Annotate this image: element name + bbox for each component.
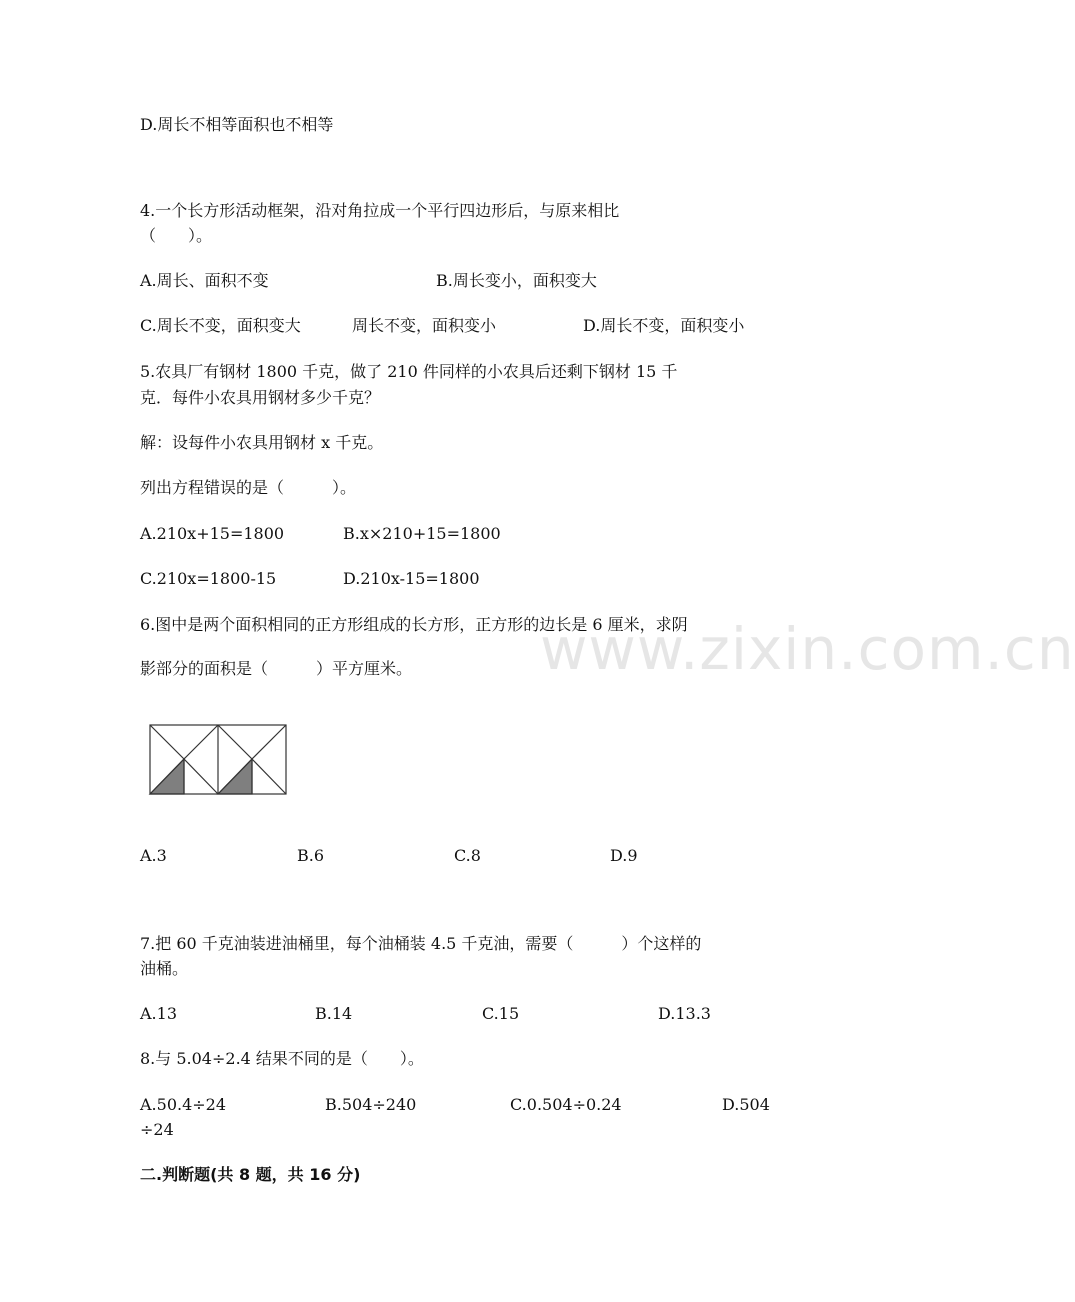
q5-solution: 解：设每件小农具用钢材 x 千克。 [140, 433, 384, 452]
q6-option-b: B.6 [297, 846, 325, 865]
q7-stem-line2: 油桶。 [140, 959, 189, 978]
q6-option-c: C.8 [454, 846, 481, 865]
q6-option-d: D.9 [610, 846, 638, 865]
q7-option-a: A.13 [140, 1004, 177, 1023]
q6-figure [148, 723, 290, 797]
q5-prompt: 列出方程错误的是（ ）。 [140, 478, 357, 497]
q8-option-b: B.504÷240 [325, 1095, 417, 1114]
q6-option-a: A.3 [140, 846, 167, 865]
q4-stem-line2: （ ）。 [140, 226, 213, 245]
q5-option-d: D.210x-15=1800 [343, 569, 480, 588]
q8-option-a: A.50.4÷24 [140, 1095, 227, 1114]
watermark: www.zixin.com.cn [540, 615, 1075, 683]
q3-option-d: D.周长不相等面积也不相等 [140, 115, 334, 134]
q8-option-d-line2: ÷24 [140, 1120, 174, 1139]
q5-stem-line1: 5.农具厂有钢材 1800 千克，做了 210 件同样的小农具后还剩下钢材 15 千 [140, 362, 678, 381]
q6-stem-line2: 影部分的面积是（ ）平方厘米。 [140, 659, 413, 678]
q4-option-extra: 周长不变，面积变小 [352, 316, 497, 335]
q6-stem-line1: 6.图中是两个面积相同的正方形组成的长方形，正方形的边长是 6 厘米，求阴 [140, 615, 688, 634]
q4-option-a: A.周长、面积不变 [140, 271, 269, 290]
q7-option-d: D.13.3 [658, 1004, 711, 1023]
q5-option-a: A.210x+15=1800 [140, 524, 285, 543]
q7-option-c: C.15 [482, 1004, 520, 1023]
q4-option-b: B.周长变小，面积变大 [436, 271, 597, 290]
q5-stem-line2: 克．每件小农具用钢材多少千克？ [140, 388, 381, 407]
q4-option-d: D.周长不变，面积变小 [583, 316, 745, 335]
q5-option-b: B.x×210+15=1800 [343, 524, 501, 543]
q7-stem-line1: 7.把 60 千克油装进油桶里，每个油桶装 4.5 千克油，需要（ ）个这样的 [140, 934, 702, 953]
q5-option-c: C.210x=1800-15 [140, 569, 277, 588]
q4-option-c: C.周长不变，面积变大 [140, 316, 301, 335]
q4-stem-line1: 4.一个长方形活动框架，沿对角拉成一个平行四边形后，与原来相比 [140, 201, 620, 220]
q8-option-d-line1: D.504 [722, 1095, 770, 1114]
q8-stem: 8.与 5.04÷2.4 结果不同的是（ ）。 [140, 1049, 424, 1068]
q7-option-b: B.14 [315, 1004, 353, 1023]
section-2-title: 二.判断题(共 8 题，共 16 分) [140, 1165, 361, 1184]
q8-option-c: C.0.504÷0.24 [510, 1095, 622, 1114]
